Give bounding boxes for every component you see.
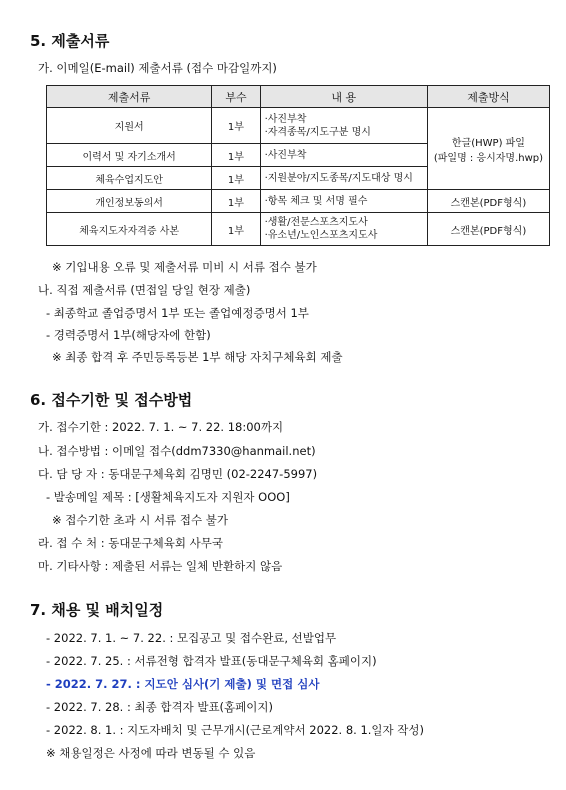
- table-row: [47, 108, 550, 144]
- note-line: ※ 접수기한 초과 시 서류 접수 불가: [52, 513, 228, 527]
- cell-content: ·항목 체크 및 서명 필수: [260, 190, 427, 213]
- cell-method-pdf: 스캔본(PDF형식): [427, 213, 549, 246]
- schedule-item: - 2022. 7. 25. : 서류전형 합격자 발표(동대문구체육회 홈페이지): [46, 654, 377, 668]
- list-item: 가. 접수기한 : 2022. 7. 1. ~ 7. 22. 18:00까지: [38, 420, 284, 434]
- cell-doc: 개인정보동의서: [47, 190, 212, 213]
- method-line: (파일명 : 응시자명.hwp): [433, 152, 544, 164]
- section-5-na: 나. 직접 제출서류 (면접일 당일 현장 제출): [38, 283, 251, 297]
- cell-doc: 지원서: [47, 108, 212, 144]
- header-doc: 제출서류: [47, 86, 212, 108]
- note-line: ※ 채용일정은 사정에 따라 변동될 수 있음: [46, 746, 256, 760]
- cell-doc: 체육수업지도안: [47, 167, 212, 190]
- list-item: - 경력증명서 1부(해당자에 한함): [46, 328, 211, 342]
- cell-method-pdf: 스캔본(PDF형식): [427, 190, 549, 213]
- schedule-item: - 2022. 7. 1. ~ 7. 22. : 모집공고 및 접수완료, 선발업무: [46, 631, 337, 645]
- header-method: 제출방식: [427, 86, 549, 108]
- cell-qty: 1부: [212, 167, 260, 190]
- list-item: - 최종학교 졸업증명서 1부 또는 졸업예정증명서 1부: [46, 306, 309, 320]
- header-qty: 부수: [212, 86, 260, 108]
- header-content: 내 용: [260, 86, 427, 108]
- schedule-item: - 2022. 8. 1. : 지도자배치 및 근무개시(근로계약서 2022. 8. 1.일자 작성): [46, 723, 425, 737]
- note-line: ※ 기입내용 오류 및 제출서류 미비 시 서류 접수 불가: [52, 260, 317, 274]
- content-line: ·사진부착: [264, 113, 307, 125]
- section-5-title: 5. 제출서류: [30, 32, 110, 50]
- cell-qty: 1부: [212, 213, 260, 246]
- table-row: [47, 190, 550, 213]
- cell-qty: 1부: [212, 108, 260, 144]
- table-header-row: [47, 86, 550, 108]
- content-line: ·자격종목/지도구분 명시: [264, 126, 371, 138]
- cell-doc: 이력서 및 자기소개서: [47, 144, 212, 167]
- note-line: ※ 최종 합격 후 주민등록등본 1부 해당 자치구체육회 제출: [52, 350, 343, 364]
- schedule-item-highlight: - 2022. 7. 27. : 지도안 심사(기 제출) 및 면접 심사: [46, 677, 320, 691]
- list-item: 나. 접수방법 : 이메일 접수(ddm7330@hanmail.net): [38, 444, 316, 458]
- content-line: ·유소년/노인스포츠지도사: [264, 230, 378, 241]
- section-5-ga: 가. 이메일(E-mail) 제출서류 (접수 마감일까지): [38, 61, 277, 75]
- cell-method-hwp: [427, 108, 549, 190]
- schedule-item: - 2022. 7. 28. : 최종 합격자 발표(홈페이지): [46, 700, 273, 714]
- cell-doc: 체육지도자자격증 사본: [47, 213, 212, 246]
- table-row: [47, 213, 550, 246]
- cell-content: [260, 108, 427, 144]
- list-item: 다. 담 당 자 : 동대문구체육회 김명민 (02-2247-5997): [38, 467, 318, 481]
- cell-content: ·사진부착: [260, 144, 427, 167]
- method-line: 한글(HWP) 파일: [451, 137, 525, 149]
- section-6-title: 6. 접수기한 및 접수방법: [30, 391, 193, 409]
- cell-qty: 1부: [212, 190, 260, 213]
- cell-qty: 1부: [212, 144, 260, 167]
- cell-content: [260, 213, 427, 246]
- list-item: - 발송메일 제목 : [생활체육지도자 지원자 OOO]: [46, 490, 290, 504]
- list-item: 라. 접 수 처 : 동대문구체육회 사무국: [38, 536, 223, 550]
- submission-table: [46, 85, 550, 246]
- cell-content: ·지원분야/지도종목/지도대상 명시: [260, 167, 427, 190]
- section-7-title: 7. 채용 및 배치일정: [30, 601, 164, 619]
- content-line: ·생활/전문스포츠지도사: [264, 217, 368, 228]
- list-item: 마. 기타사항 : 제출된 서류는 일체 반환하지 않음: [38, 559, 283, 573]
